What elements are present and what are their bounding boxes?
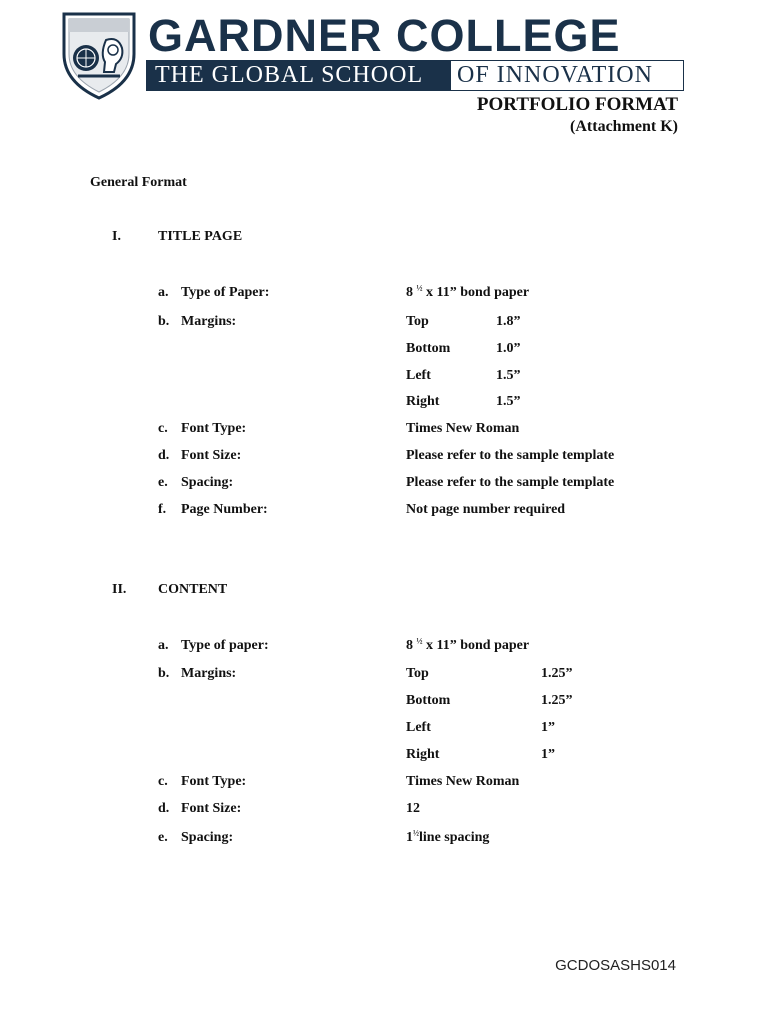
margin-side: Left	[406, 368, 431, 383]
item-value: 12	[406, 801, 420, 816]
item-label: Margins:	[181, 314, 237, 329]
item-letter: e.	[158, 475, 168, 490]
item-label: Font Type:	[181, 774, 247, 789]
margin-value: 1.5”	[496, 368, 521, 383]
paper-value: 8 $^{\frac{1}{2}}$ x 11” bond paper	[406, 636, 530, 653]
item-label: Type of paper:	[181, 638, 269, 653]
margin-value: 1.0”	[496, 341, 521, 356]
spacing-value: $1^{\frac{1}{2}}line$ spacing	[406, 828, 490, 845]
item-value: Times New Roman	[406, 421, 520, 436]
margin-side: Right	[406, 747, 440, 762]
tagline-left: THE GLOBAL SCHOOL	[147, 61, 451, 90]
item-value: Not page number required	[406, 502, 566, 517]
paper-value: 8 $^{\frac{1}{2}}$ x 11” bond paper	[406, 283, 530, 300]
item-value: Please refer to the sample template	[406, 475, 615, 490]
item-letter: f.	[158, 502, 167, 517]
item-label: Font Size:	[181, 801, 242, 816]
item-value: Times New Roman	[406, 774, 520, 789]
margin-side: Top	[406, 314, 429, 329]
margin-value: 1”	[541, 747, 555, 762]
item-letter: b.	[158, 666, 170, 681]
margin-value: 1.25”	[541, 666, 573, 681]
item-label: Spacing:	[181, 830, 234, 845]
section-heading: TITLE PAGE	[158, 229, 243, 244]
item-letter: c.	[158, 774, 168, 789]
margin-side: Right	[406, 394, 440, 409]
item-letter: d.	[158, 801, 170, 816]
margin-side: Left	[406, 720, 431, 735]
margin-value: 1.5”	[496, 394, 521, 409]
document-subtitle: (Attachment K)	[570, 118, 678, 135]
document-code: GCDOSASHS014	[555, 957, 676, 974]
item-letter: a.	[158, 638, 169, 653]
tagline-banner	[146, 60, 684, 91]
margin-side: Bottom	[406, 693, 451, 708]
margin-value: 1.8”	[496, 314, 521, 329]
item-letter: a.	[158, 285, 169, 300]
item-letter: d.	[158, 448, 170, 463]
margin-value: 1.25”	[541, 693, 573, 708]
college-name: GARDNER COLLEGE	[148, 12, 621, 60]
margin-value: 1”	[541, 720, 555, 735]
tagline-right: OF INNOVATION	[457, 62, 653, 88]
item-letter: e.	[158, 830, 168, 845]
item-letter: c.	[158, 421, 168, 436]
section-numeral: II.	[112, 582, 127, 597]
margin-side: Top	[406, 666, 429, 681]
item-label: Font Size:	[181, 448, 242, 463]
item-label: Type of Paper:	[181, 285, 270, 300]
college-shield-logo	[58, 10, 140, 100]
item-value: Please refer to the sample template	[406, 448, 615, 463]
general-format-heading: General Format	[90, 175, 187, 190]
document-title: PORTFOLIO FORMAT	[476, 94, 678, 115]
item-letter: b.	[158, 314, 170, 329]
item-label: Page Number:	[181, 502, 268, 517]
section-numeral: I.	[112, 229, 121, 244]
item-label: Margins:	[181, 666, 237, 681]
item-label: Spacing:	[181, 475, 234, 490]
item-label: Font Type:	[181, 421, 247, 436]
section-heading: CONTENT	[158, 582, 228, 597]
margin-side: Bottom	[406, 341, 451, 356]
